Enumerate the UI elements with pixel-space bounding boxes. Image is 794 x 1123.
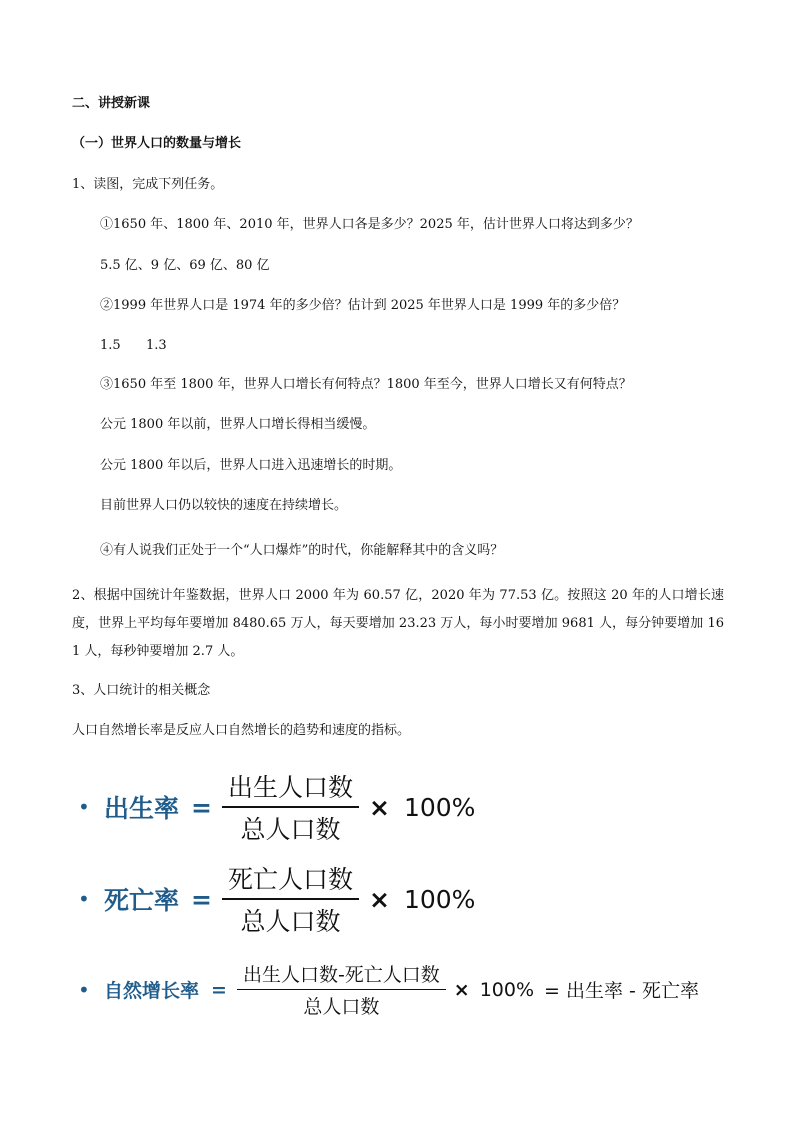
answer-1: 5.5 亿、9 亿、69 亿、80 亿: [100, 258, 270, 273]
answer-3c: 目前世界人口仍以较快的速度在持续增长。: [100, 498, 348, 513]
denominator: 总人口数: [240, 907, 341, 936]
bullet-icon: •: [78, 977, 90, 1002]
times-sign: ×: [368, 792, 390, 822]
answer-3a: 公元 1800 年以前，世界人口增长得相当缓慢。: [100, 417, 376, 432]
answer-2a: 1.5: [100, 338, 121, 353]
fraction: [222, 860, 359, 938]
equals-sign: =: [191, 884, 212, 914]
question-4: ④有人说我们正处于一个“人口爆炸”的时代，你能解释其中的含义吗？: [100, 543, 504, 558]
section-heading: 二、讲授新课: [72, 96, 151, 111]
subsection-heading: （一）世界人口的数量与增长: [72, 136, 242, 151]
question-3: ③1650 年至 1800 年，世界人口增长有何特点？1800 年至今，世界人口增长又有何特点？: [100, 377, 632, 392]
task1-title: 1、读图，完成下列任务。: [72, 177, 224, 192]
formula-name: 自然增长率: [104, 980, 200, 1002]
numerator: 出生人口数-死亡人口数: [237, 960, 446, 990]
question-1: ①1650 年、1800 年、2010 年，世界人口各是多少？2025 年，估计世界人口将达到多少？: [100, 217, 639, 232]
denominator: 总人口数: [303, 996, 380, 1018]
formula-tail: = 出生率 - 死亡率: [544, 980, 699, 1002]
percent-value: 100%: [479, 978, 535, 1001]
fraction: [237, 960, 446, 1019]
question-2: ②1999 年世界人口是 1974 年的多少倍？估计到 2025 年世界人口是 1999 年的多少倍？: [100, 298, 626, 313]
bullet-icon: •: [78, 795, 90, 819]
bullet-icon: •: [78, 887, 90, 911]
birth-rate-formula: [78, 768, 475, 846]
numerator: 出生人口数: [222, 768, 359, 808]
death-rate-formula: [78, 860, 475, 938]
equals-sign: =: [211, 978, 227, 1001]
task2-paragraph: 2、根据中国统计年鉴数据，世界人口 2000 年为 60.57 亿，2020 年为 77.53 亿。按照这 20 年的人口增长速度，世界上平均每年要增加 8480.65 万人，每天要增加 23.23 万人，每小时要增加 9681 人，每分钟要增加 161 人，每秒钟要增加 2.7 人。: [72, 588, 724, 659]
times-sign: ×: [453, 978, 470, 1001]
task3-description: 人口自然增长率是反应人口自然增长的趋势和速度的指标。: [72, 723, 411, 738]
answer-3b: 公元 1800 年以后，世界人口进入迅速增长的时期。: [100, 458, 402, 473]
percent-value: 100%: [403, 792, 476, 822]
fraction: [222, 768, 359, 846]
formula-name: 出生率: [104, 794, 180, 823]
numerator: 死亡人口数: [222, 860, 359, 900]
equals-sign: =: [191, 792, 212, 822]
formula-name: 死亡率: [104, 886, 180, 915]
percent-value: 100%: [403, 884, 476, 914]
task3-title: 3、人口统计的相关概念: [72, 683, 211, 698]
answer-2b: 1.3: [146, 338, 167, 353]
natural-growth-rate-formula: [78, 960, 699, 1019]
denominator: 总人口数: [240, 815, 341, 844]
times-sign: ×: [368, 884, 390, 914]
